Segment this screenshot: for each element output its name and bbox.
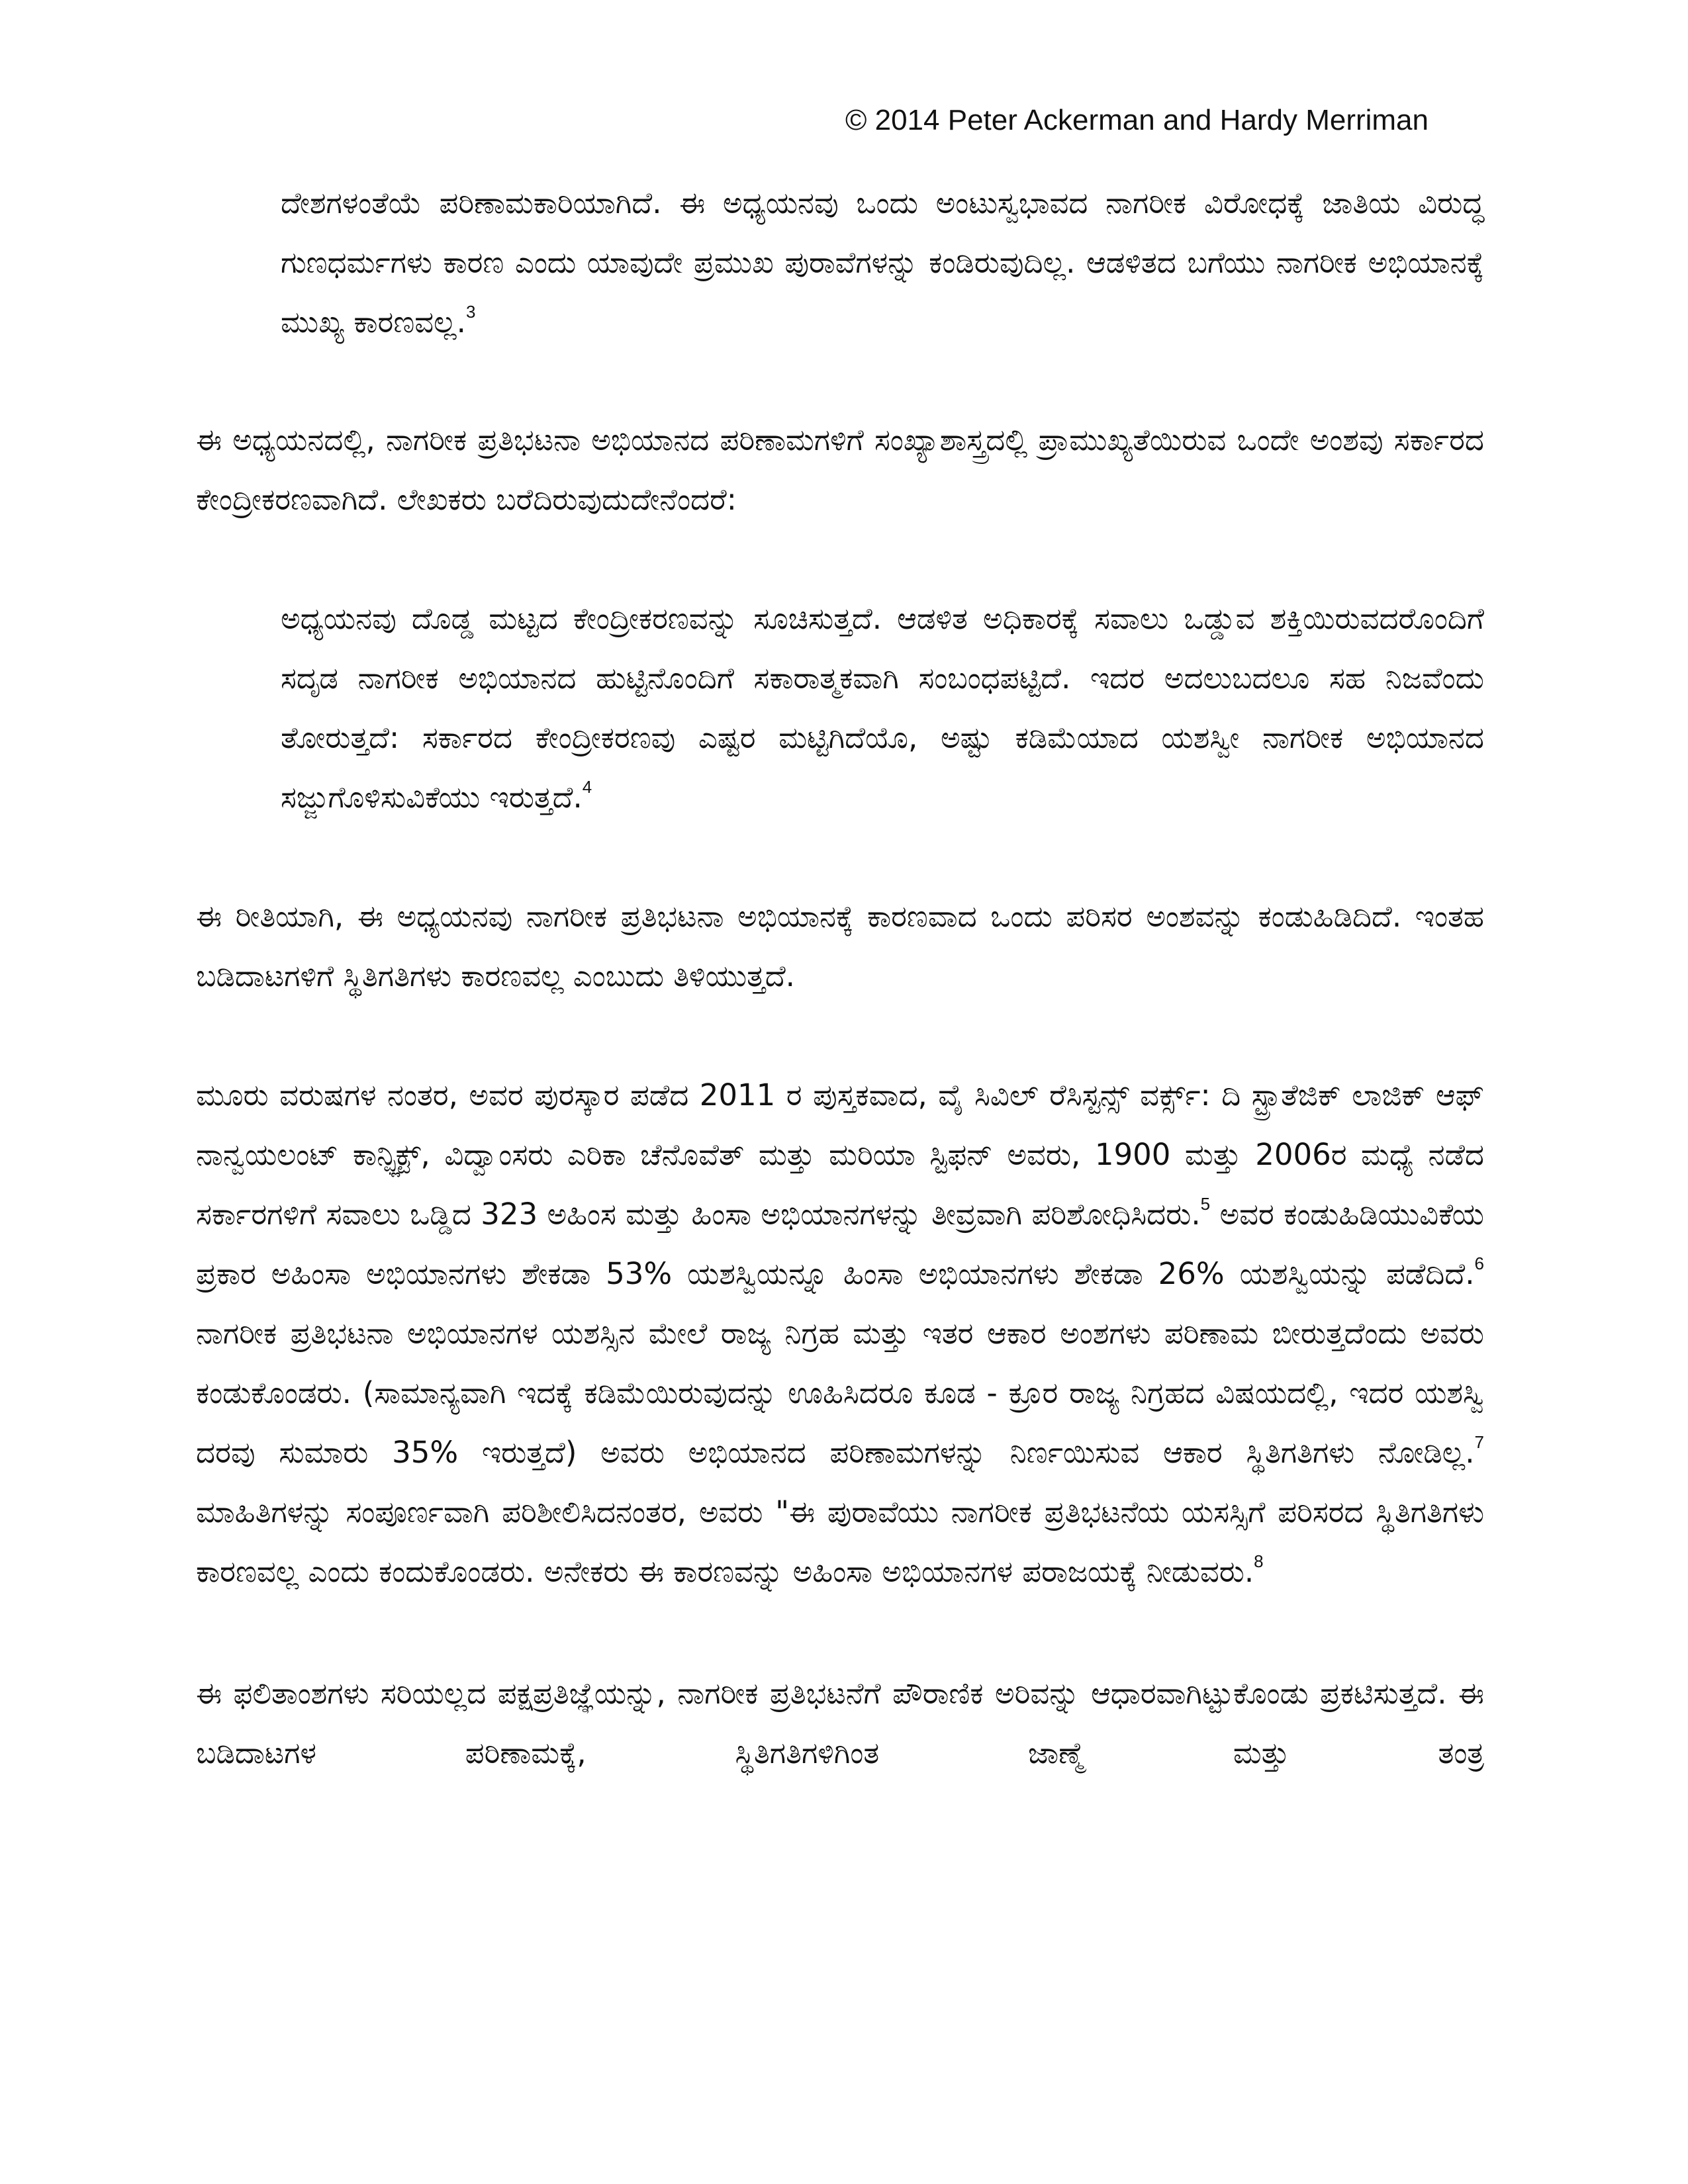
paragraph-text: ಈ ರೀತಿಯಾಗಿ, ಈ ಅಧ್ಯಯನವು ನಾಗರೀಕ ಪ್ರತಿಭಟನಾ ಅಭಿಯಾನಕ್ಕೆ ಕಾರಣವಾದ ಒಂದು ಪರಿಸರ ಅಂಶವನ್ನು ಕಂಡುಹಿಡಿದಿದೆ. ಇಂತಹ ಬಡಿದಾಟಗಳಿಗೆ ಸ್ಥಿತಿಗತಿಗಳು ಕಾರಣವಲ್ಲ ಎಂಬುದು ತಿಳಿಯುತ್ತದೆ. [196,899,1484,993]
body-paragraph-5 [196,1066,1484,1602]
footnote-ref[interactable]: 4 [582,777,592,797]
paragraph-text: ನಾಗರೀಕ ಪ್ರತಿಭಟನಾ ಅಭಿಯಾನಗಳ ಯಶಸ್ಸಿನ ಮೇಲೆ ರಾಜ್ಯ ನಿಗ್ರಹ ಮತ್ತು ಇತರ ಆಕಾರ ಅಂಶಗಳು ಪರಿಣಾಮ ಬೀರುತ್ತದೆಂದು ಅವರು ಕಂಡುಕೊಂಡರು. (ಸಾಮಾನ್ಯವಾಗಿ ಇದಕ್ಕೆ ಕಡಿಮೆಯಿರುವುದನ್ನು ಊಹಿಸಿದರೂ ಕೂಡ - ಕ್ರೂರ ರಾಜ್ಯ ನಿಗ್ರಹದ ವಿಷಯದಲ್ಲಿ, ಇದರ ಯಶಸ್ವಿ ದರವು ಸುಮಾರು 35% ಇರುತ್ತದೆ) ಅವರು ಅಭಿಯಾನದ ಪರಿಣಾಮಗಳನ್ನು ನಿರ್ಣಯಿಸುವ ಆಕಾರ ಸ್ಥಿತಿಗತಿಗಳು ನೋಡಿಲ್ಲ. [196,1316,1484,1470]
body-paragraph-4 [196,887,1484,1006]
paragraph-text: ಈ ಫಲಿತಾಂಶಗಳು ಸರಿಯಲ್ಲದ ಪಕ್ಷಪ್ರತಿಜ್ಞೆಯನ್ನು, ನಾಗರೀಕ ಪ್ರತಿಭಟನೆಗೆ ಪೌರಾಣಿಕ ಅರಿವನ್ನು ಆಧಾರವಾಗಿಟ್ಟುಕೊಂಡು ಪ್ರಕಟಿಸುತ್ತದೆ. ಈ ಬಡಿದಾಟಗಳ ಪರಿಣಾಮಕ್ಕೆ, ಸ್ಥಿತಿಗತಿಗಳಿಗಿಂತ ಜಾಣ್ಮೆ ಮತ್ತು ತಂತ್ರ [196,1676,1484,1770]
body-paragraph-2 [196,410,1484,529]
footnote-ref[interactable]: 6 [1474,1253,1484,1273]
paragraph-text: ಅಧ್ಯಯನವು ದೊಡ್ಡ ಮಟ್ಟದ ಕೇಂದ್ರೀಕರಣವನ್ನು ಸೂಚಿಸುತ್ತದೆ. ಆಡಳಿತ ಅಧಿಕಾರಕ್ಕೆ ಸವಾಲು ಒಡ್ಡುವ ಶಕ್ತಿಯಿರುವದರೊಂದಿಗೆ ಸದೃಡ ನಾಗರೀಕ ಅಭಿಯಾನದ ಹುಟ್ಟಿನೊಂದಿಗೆ ಸಕಾರಾತ್ಮಕವಾಗಿ ಸಂಬಂಧಪಟ್ಟಿದೆ. ಇದರ ಅದಲುಬದಲೂ ಸಹ ನಿಜವೆಂದು ತೋರುತ್ತದೆ: ಸರ್ಕಾರದ ಕೇಂದ್ರೀಕರಣವು ಎಷ್ಟರ ಮಟ್ಟಿಗಿದೆಯೊ, ಅಷ್ಟು ಕಡಿಮೆಯಾದ ಯಶಸ್ವೀ ನಾಗರೀಕ ಅಭಿಯಾನದ ಸಜ್ಜುಗೊಳಿಸುವಿಕೆಯು ಇರುತ್ತದೆ. [281,601,1484,815]
paragraph-text: ಈ ಅಧ್ಯಯನದಲ್ಲಿ, ನಾಗರೀಕ ಪ್ರತಿಭಟನಾ ಅಭಿಯಾನದ ಪರಿಣಾಮಗಳಿಗೆ ಸಂಖ್ಯಾಶಾಸ್ತ್ರದಲ್ಲಿ ಪ್ರಾಮುಖ್ಯತೆಯಿರುವ ಒಂದೇ ಅಂಶವು ಸರ್ಕಾರದ ಕೇಂದ್ರೀಕರಣವಾಗಿದೆ. ಲೇಖಕರು ಬರೆದಿರುವುದುದೇನೆಂದರೆ: [196,422,1484,517]
footnote-ref[interactable]: 3 [465,302,476,322]
footnote-ref[interactable]: 5 [1200,1194,1211,1214]
block-quote-paragraph-3 [281,589,1484,827]
body-paragraph-6 [196,1664,1484,1783]
paragraph-text: ದೇಶಗಳಂತೆಯೆ ಪರಿಣಾಮಕಾರಿಯಾಗಿದೆ. ಈ ಅಧ್ಯಯನವು ಒಂದು ಅಂಟುಸ್ವಭಾವದ ನಾಗರೀಕ ವಿರೋಧಕ್ಕೆ ಜಾತಿಯ ವಿರುದ್ಧ ಗುಣಧರ್ಮಗಳು ಕಾರಣ ಎಂದು ಯಾವುದೇ ಪ್ರಮುಖ ಪುರಾವೆಗಳನ್ನು ಕಂಡಿರುವುದಿಲ್ಲ. ಆಡಳಿತದ ಬಗೆಯು ನಾಗರೀಕ ಅಭಿಯಾನಕ್ಕೆ ಮುಖ್ಯ ಕಾರಣವಲ್ಲ. [281,185,1484,340]
paragraph-text: ಮಾಹಿತಿಗಳನ್ನು ಸಂಪೂರ್ಣವಾಗಿ ಪರಿಶೀಲಿಸಿದನಂತರ, ಅವರು "ಈ ಪುರಾವೆಯು ನಾಗರೀಕ ಪ್ರತಿಭಟನೆಯ ಯಸಸ್ಸಿಗೆ ಪರಿಸರದ ಸ್ಥಿತಿಗತಿಗಳು ಕಾರಣವಲ್ಲ ಎಂದು ಕಂದುಕೊಂಡರು. ಅನೇಕರು ಈ ಕಾರಣವನ್ನು ಅಹಿಂಸಾ ಅಭಿಯಾನಗಳ ಪರಾಜಯಕ್ಕೆ ನೀಡುವರು. [196,1494,1484,1589]
footnote-ref[interactable]: 7 [1474,1432,1484,1452]
paragraph-text: ಅವರ ಕಂಡುಹಿಡಿಯುವಿಕೆಯ ಪ್ರಕಾರ ಅಹಿಂಸಾ ಅಭಿಯಾನಗಳು ಶೇಕಡಾ 53% ಯಶಸ್ವಿಯನ್ನೂ ಹಿಂಸಾ ಅಭಿಯಾನಗಳು ಶೇಕಡಾ 26% ಯಶಸ್ವಿಯನ್ನು ಪಡೆದಿದೆ. [196,1197,1484,1291]
block-quote-paragraph-1 [281,173,1484,352]
document-body [196,173,1484,1783]
paragraph-text: ಮೂರು ವರುಷಗಳ ನಂತರ, ಅವರ ಪುರಸ್ಕಾರ ಪಡೆದ 2011 ರ ಪುಸ್ತಕವಾದ, ವೈ ಸಿವಿಲ್ ರೆಸಿಸ್ಟನ್ಸ್ ವರ್ಕ್ಸ್: ದಿ ಸ್ಟ್ರಾತೆಜಿಕ್ ಲಾಜಿಕ್ ಆಫ್ ನಾನ್ವಯಲಂಟ್ ಕಾನ್ಫ್ಲಿಕ್ಟ್, ವಿದ್ವಾಂಸರು ಎರಿಕಾ ಚೆನೊವೆತ್ ಮತ್ತು ಮರಿಯಾ ಸ್ಟಿಫನ್ ಅವರು, 1900 ಮತ್ತು 2006ರ ಮಧ್ಯೆ ನಡೆದ ಸರ್ಕಾರಗಳಿಗೆ ಸವಾಲು ಒಡ್ಡಿದ 323 ಅಹಿಂಸ ಮತ್ತು ಹಿಂಸಾ ಅಭಿಯಾನಗಳನ್ನು ತೀವ್ರವಾಗಿ ಪರಿಶೋಧಿಸಿದರು. [196,1077,1484,1232]
footnote-ref[interactable]: 8 [1254,1551,1264,1571]
copyright-header: © 2014 Peter Ackerman and Hardy Merriman [845,104,1429,136]
